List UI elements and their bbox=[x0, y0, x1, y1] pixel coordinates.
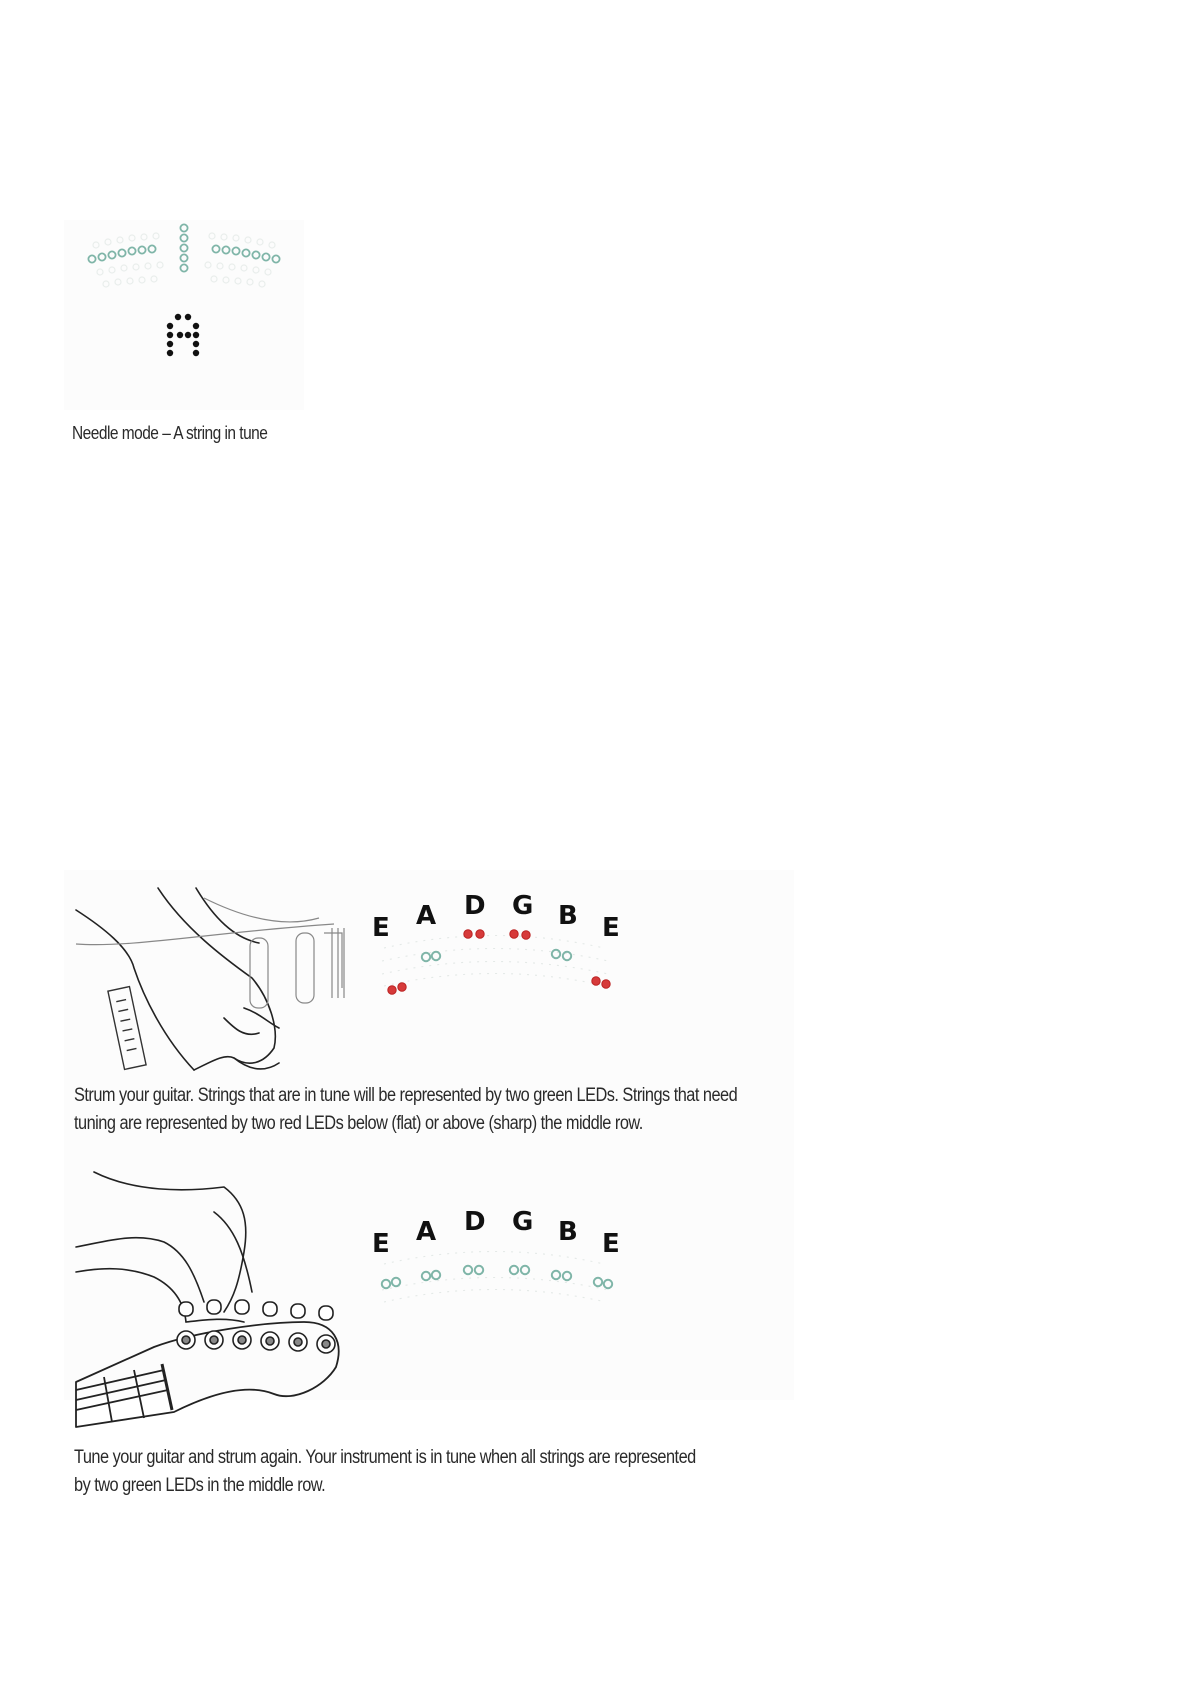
tuned-label-g: G bbox=[512, 1207, 534, 1237]
string-label-a: A bbox=[416, 901, 437, 931]
tuned-label-e-low: E bbox=[372, 1229, 390, 1259]
strum-tuner-display bbox=[364, 886, 634, 1006]
tuned-tuner-display bbox=[364, 1202, 634, 1322]
tuning-pegs-icon bbox=[177, 1300, 335, 1353]
strum-caption-line1: Strum your guitar. Strings that are in tune will be represented by two green LEDs. Strings that need bbox=[74, 1085, 738, 1106]
tuned-label-a: A bbox=[416, 1217, 437, 1247]
tuned-leds bbox=[382, 1266, 612, 1288]
tuning-hand-illustration bbox=[74, 1172, 364, 1432]
tune-caption-line2: by two green LEDs in the middle row. bbox=[74, 1475, 326, 1496]
string-label-d: D bbox=[464, 891, 486, 921]
string-label-g: G bbox=[512, 891, 534, 921]
needle-mode-caption: Needle mode – A string in tune bbox=[72, 423, 268, 443]
needle-led-display bbox=[64, 220, 304, 410]
needle-mode-figure bbox=[64, 220, 304, 410]
note-letter-a-icon bbox=[167, 314, 199, 356]
tune-caption bbox=[74, 1444, 696, 1500]
tuned-label-e-high: E bbox=[602, 1229, 620, 1259]
strum-figure bbox=[64, 870, 794, 1496]
string-label-e-high: E bbox=[602, 913, 620, 943]
string-label-e-low: E bbox=[372, 913, 390, 943]
strum-caption-line2: tuning are represented by two red LEDs below (flat) or above (sharp) the middle row. bbox=[74, 1113, 643, 1134]
strum-leds bbox=[388, 930, 610, 994]
tune-caption-line1: Tune your guitar and strum again. Your instrument is in tune when all strings are represented bbox=[74, 1447, 696, 1468]
strum-caption bbox=[74, 1082, 737, 1138]
strumming-hand-illustration bbox=[74, 888, 374, 1088]
tuned-label-b: B bbox=[558, 1217, 578, 1247]
tuned-label-d: D bbox=[464, 1207, 486, 1237]
string-label-b: B bbox=[558, 901, 578, 931]
